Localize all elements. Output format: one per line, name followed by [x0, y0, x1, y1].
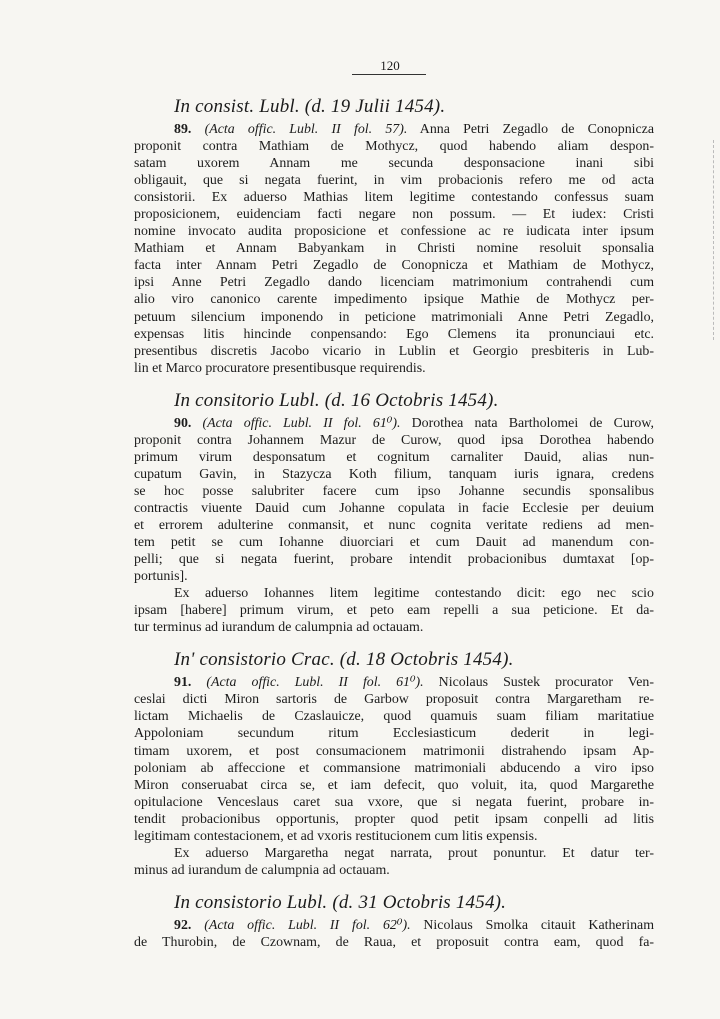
entry-line: portunis].	[134, 569, 188, 585]
page-number: 120	[380, 58, 400, 73]
entry-line: timam uxorem, et post consumacionem matrimonii distrahendo ipsam Ap-	[134, 743, 654, 759]
entry-line: proponit contra Mathiam de Mothycz, quod habendo aliam despon-	[134, 139, 654, 155]
entry-line: presentibus discretis Jacobo vicario in Lublin et Georgio presbiteris in Lub-	[134, 343, 654, 359]
entry-source: (Acta offic. Lubl. II fol. 57).	[204, 122, 408, 137]
entry-line: Miron conseruabat circa se, et iam defecit, quo voluit, ita, quod Margarethe	[134, 777, 654, 793]
entry-first-line	[134, 415, 654, 432]
entry-line: Mathiam et Annam Babyankam in Christi nomine resoluit sponsalia	[134, 241, 654, 257]
entry-number: 91.	[174, 675, 192, 691]
margin-marks	[707, 140, 714, 340]
entry-line: opitulacione Venceslaus caret sua vxore, que si negata fuerint, probare in-	[134, 794, 654, 810]
entry-91	[134, 648, 654, 879]
page-number-rule	[352, 74, 426, 75]
entry-89	[134, 95, 654, 377]
section-heading: In consitorio Lubl. (d. 16 Octobris 1454).	[174, 389, 499, 411]
entry-source: (Acta offic. Lubl. II fol. 62⁰).	[204, 917, 411, 933]
entry-line: proponit contra Johannem Mazur de Curow, quod ipsa Dorothea habendo	[134, 432, 654, 448]
entry-line: lin et Marco procuratore presentibusque requirendis.	[134, 360, 426, 376]
entry-line: primum virum desponsatum et cognitum carnaliter Dauid, alias nun-	[134, 449, 654, 465]
entry-number: 90.	[174, 415, 192, 431]
entry-line: satam uxorem Annam me secunda desponsacione inani sibi	[134, 156, 654, 172]
entry-90	[134, 389, 654, 637]
page-body	[134, 95, 654, 963]
entry-source: (Acta offic. Lubl. II fol. 61⁰).	[202, 415, 401, 431]
entry-line: proposicionem, euidenciam facti negare non possum. — Et iudex: Cristi	[134, 207, 654, 223]
entry-92	[134, 891, 654, 951]
entry-line: ipsi Anne Petri Zegadlo dando licenciam matrimonium contrahendi cum	[134, 275, 654, 291]
entry-line: tendit probacionibus opportunis, propter quod petit ipsam conpelli ad litis	[134, 811, 654, 827]
entry-line: Anna Petri Zegadlo de Conopnicza	[407, 122, 654, 137]
entry-line: petuum silencium imponendo in peticione matrimoniali Anne Petri Zegadlo,	[134, 309, 654, 325]
entry-line: lictam Michaelis de Czaslauicze, quod quamuis suam filiam maritatiue	[134, 709, 654, 725]
entry-line: tur terminus ad iurandum de calumpnia ad octauam.	[134, 620, 424, 636]
entry-line: et errorem adulterine conmansit, et nunc cognita veritate rediens ad men-	[134, 517, 654, 533]
entry-first-line	[134, 674, 654, 691]
entry-line: minus ad iurandum de calumpnia ad octauam.	[134, 862, 390, 878]
section-heading: In' consistorio Crac. (d. 18 Octobris 1454).	[174, 649, 514, 671]
entry-line: legitimam contestacionem, et ad vxoris restitucionem cum litis expensis.	[134, 828, 538, 844]
entry-line: poloniam ab affeccione et commansione matrimoniali abducendo a viro ipso	[134, 760, 654, 776]
entry-line: consistorii. Ex aduerso Mathias litem legitime contestando confessus suam	[134, 190, 654, 206]
entry-number: 89.	[174, 122, 192, 137]
entry-source: (Acta offic. Lubl. II fol. 61⁰).	[206, 675, 424, 691]
entry-line: tem petit se cum Iohanne diuorciari et cum Dauit ad manendum con-	[134, 535, 654, 551]
entry-first-line	[134, 917, 654, 934]
section-heading: In consist. Lubl. (d. 19 Julii 1454).	[174, 96, 446, 117]
section-heading: In consistorio Lubl. (d. 31 Octobris 1454).	[174, 891, 507, 913]
entry-text	[134, 917, 654, 951]
entry-number: 92.	[174, 917, 192, 933]
entry-text	[134, 674, 654, 879]
entry-line: de Thurobin, de Czownam, de Raua, et proposuit contra eam, quod fa-	[134, 934, 654, 950]
entry-line: se hoc posse salubriter facere cum ipso Johanne secundis sponsalibus	[134, 483, 654, 499]
entry-line: contractis viuente Dauid cum Johanne copulata in facie Ecclesie per deuium	[134, 500, 654, 516]
entry-line: obligauit, que si negata fuerint, in vim probacionis refero me od acta	[134, 173, 654, 189]
entry-line: ceslai dicti Miron sartoris de Garbow proposuit contra Margaretham re-	[134, 692, 654, 708]
entry-line: Appoloniam secundum ritum Ecclesiasticum dederit in legi-	[134, 726, 654, 742]
entry-line: facta inter Annam Petri Zegadlo de Conopnicza et Mathiam de Mothycz,	[134, 258, 654, 274]
entry-text	[134, 415, 654, 637]
entry-line: Nicolaus Smolka citauit Katherinam	[410, 917, 654, 933]
entry-first-line	[134, 121, 654, 138]
entry-line: nomine invocato audita proposicione et confessione ac re iudicata inter ipsum	[134, 224, 654, 240]
entry-line: Dorothea nata Bartholomei de Curow,	[400, 415, 654, 431]
entry-text	[134, 121, 654, 377]
entry-line: ipsam [habere] primum virum, et peto eam repelli a sua peticione. Et da-	[134, 603, 654, 619]
entry-line: Ex aduerso Margaretha negat narrata, prout ponuntur. Et datur ter-	[174, 845, 654, 861]
entry-line: Ex aduerso Iohannes litem legitime contestando dicit: ego nec scio	[174, 586, 654, 602]
entry-line: Nicolaus Sustek procurator Ven-	[423, 675, 654, 691]
entry-line: cupatum Gavin, in Stazycza Koth filium, tanquam iuris ignara, credens	[134, 466, 654, 482]
entry-line: alio viro canonico carente impedimento ipsique Mathie de Mothycz per-	[134, 292, 654, 308]
entry-line: pelli; que si negata fuerint, probare intendit probacionibus dumtaxat [op-	[134, 552, 654, 568]
entry-line: expensas litis hincinde conpensando: Ego Clemens ita pronunciaui etc.	[134, 326, 654, 342]
